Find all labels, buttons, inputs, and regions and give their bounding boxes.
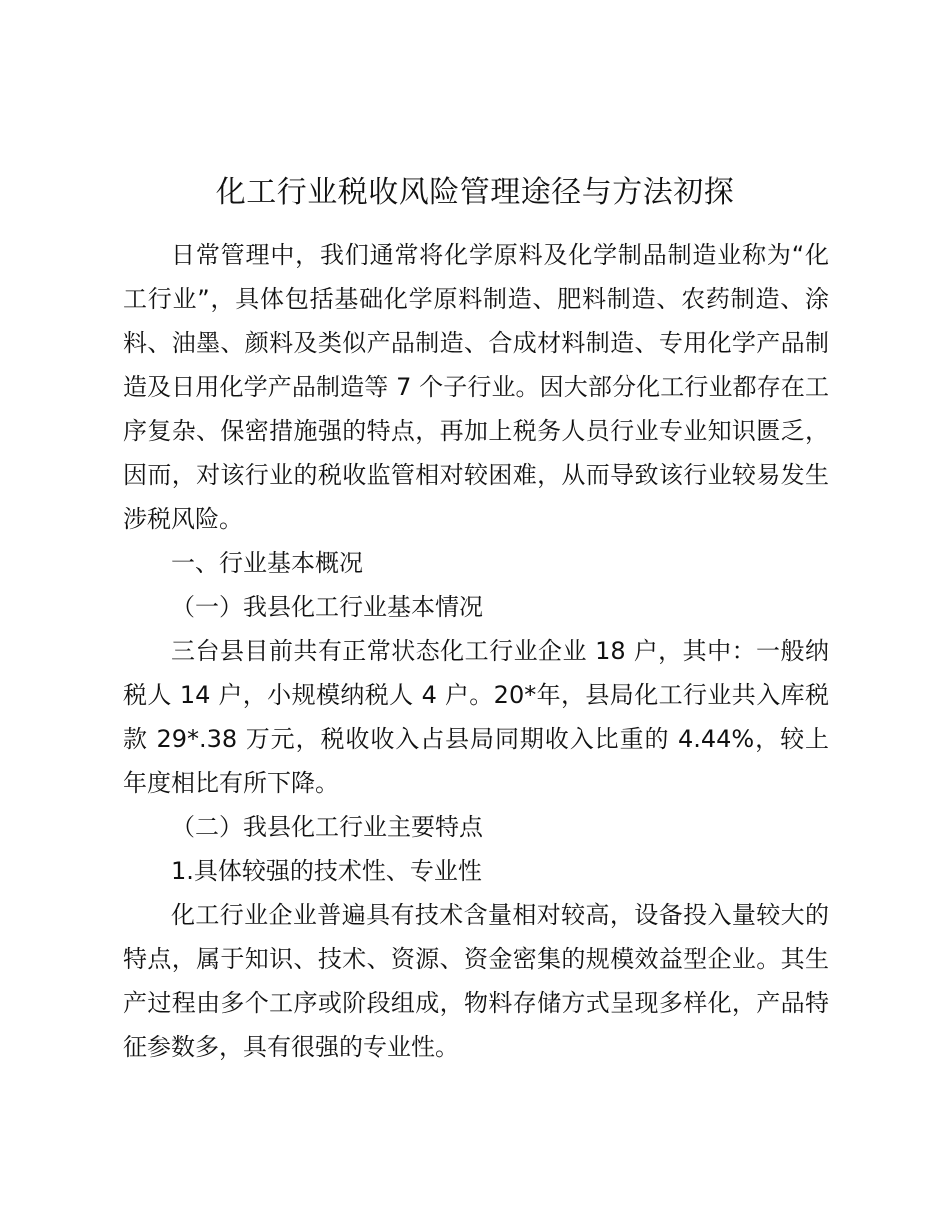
paragraph-basic-situation: 三台县目前共有正常状态化工行业企业 18 户，其中：一般纳税人 14 户，小规模纳税人 4 户。20*年，县局化工行业共入库税款 29*.38 万元，税收收入占县局同期收入比重的 4.44%，较上年度相比有所下降。 [123,637,829,797]
document-body [123,233,829,1069]
subsection-heading-basic-situation: （一）我县化工行业基本情况 [171,593,483,621]
paragraph-intro: 日常管理中，我们通常将化学原料及化学制品制造业称为“化工行业”，具体包括基础化学原料制造、肥料制造、农药制造、涂料、油墨、颜料及类似产品制造、合成材料制造、专用化学产品制造及日用化学产品制造等 7 个子行业。因大部分化工行业都存在工序复杂、保密措施强的特点，再加上税务人员行业专业知识匮乏，因而，对该行业的税收监管相对较困难，从而导致该行业较易发生涉税风险。 [123,241,829,533]
document-title: 化工行业税收风险管理途径与方法初探 [215,175,735,210]
section-heading-overview: 一、行业基本概况 [171,549,363,577]
item-heading-technical: 1.具体较强的技术性、专业性 [171,857,482,885]
subsection-heading-main-features: （二）我县化工行业主要特点 [171,813,483,841]
paragraph-technical: 化工行业企业普遍具有技术含量相对较高，设备投入量较大的特点，属于知识、技术、资源、资金密集的规模效益型企业。其生产过程由多个工序或阶段组成，物料存储方式呈现多样化，产品特征参数多，具有很强的专业性。 [123,901,829,1061]
